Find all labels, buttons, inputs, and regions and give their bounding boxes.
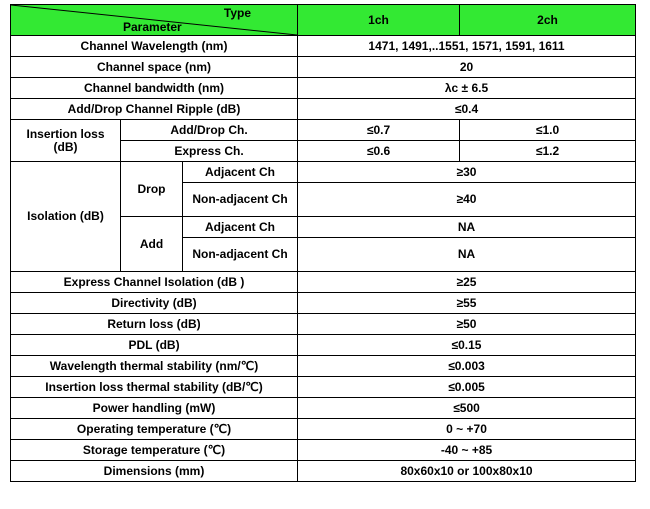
isolation-label: Isolation (dB) — [11, 162, 121, 272]
col-header-1ch: 1ch — [298, 5, 460, 36]
row-value: 1471, 1491,..1551, 1571, 1591, 1611 — [298, 36, 636, 57]
table-row — [11, 99, 636, 120]
row-value: 0 ~ +70 — [298, 419, 636, 440]
row-label: Directivity (dB) — [11, 293, 298, 314]
row-label: Return loss (dB) — [11, 314, 298, 335]
table-row — [11, 36, 636, 57]
table-row — [11, 78, 636, 99]
drop-label: Drop — [121, 162, 183, 217]
sub-label: Adjacent Ch — [183, 217, 298, 238]
row-value: ≥25 — [298, 272, 636, 293]
type-label: Type — [223, 6, 252, 20]
row-label: Storage temperature (℃) — [11, 440, 298, 461]
value-2ch: ≤1.0 — [460, 120, 636, 141]
row-value: ≤0.003 — [298, 356, 636, 377]
row-label: Wavelength thermal stability (nm/℃) — [11, 356, 298, 377]
table-row — [11, 314, 636, 335]
row-value: ≤0.15 — [298, 335, 636, 356]
row-label: Add/Drop Channel Ripple (dB) — [11, 99, 298, 120]
row-value: ≤0.4 — [298, 99, 636, 120]
row-label: Power handling (mW) — [11, 398, 298, 419]
table-row — [11, 57, 636, 78]
row-value: ≥50 — [298, 314, 636, 335]
col-header-2ch: 2ch — [460, 5, 636, 36]
row-value: ≤0.005 — [298, 377, 636, 398]
table-row — [11, 335, 636, 356]
table-row — [11, 419, 636, 440]
spec-table — [10, 4, 636, 482]
table-row — [11, 272, 636, 293]
table-row — [11, 461, 636, 482]
sub-label: Adjacent Ch — [183, 162, 298, 183]
table-row — [11, 293, 636, 314]
row-value: λc ± 6.5 — [298, 78, 636, 99]
sub-label: Non-adjacent Ch — [183, 238, 298, 272]
row-label: Insertion loss thermal stability (dB/℃) — [11, 377, 298, 398]
row-value: 80x60x10 or 100x80x10 — [298, 461, 636, 482]
row-value: NA — [298, 217, 636, 238]
add-label: Add — [121, 217, 183, 272]
row-value: ≤500 — [298, 398, 636, 419]
row-value: NA — [298, 238, 636, 272]
row-label: PDL (dB) — [11, 335, 298, 356]
row-value: ≥30 — [298, 162, 636, 183]
sub-label: Express Ch. — [121, 141, 298, 162]
row-value: ≥40 — [298, 183, 636, 217]
insertion-loss-label: Insertion loss (dB) — [11, 120, 121, 162]
row-label: Dimensions (mm) — [11, 461, 298, 482]
value-1ch: ≤0.6 — [298, 141, 460, 162]
table-row — [11, 356, 636, 377]
value-2ch: ≤1.2 — [460, 141, 636, 162]
value-1ch: ≤0.7 — [298, 120, 460, 141]
row-value: 20 — [298, 57, 636, 78]
table-row — [11, 120, 636, 141]
row-label: Channel space (nm) — [11, 57, 298, 78]
table-row — [11, 377, 636, 398]
row-label: Channel bandwidth (nm) — [11, 78, 298, 99]
table-row — [11, 162, 636, 183]
row-value: -40 ~ +85 — [298, 440, 636, 461]
parameter-label: Parameter — [123, 20, 182, 34]
row-label: Operating temperature (℃) — [11, 419, 298, 440]
row-label: Channel Wavelength (nm) — [11, 36, 298, 57]
table-row — [11, 398, 636, 419]
sub-label: Add/Drop Ch. — [121, 120, 298, 141]
row-label: Express Channel Isolation (dB ) — [11, 272, 298, 293]
row-value: ≥55 — [298, 293, 636, 314]
header-diagonal-cell — [11, 5, 298, 36]
header-row — [11, 5, 636, 36]
sub-label: Non-adjacent Ch — [183, 183, 298, 217]
table-row — [11, 440, 636, 461]
